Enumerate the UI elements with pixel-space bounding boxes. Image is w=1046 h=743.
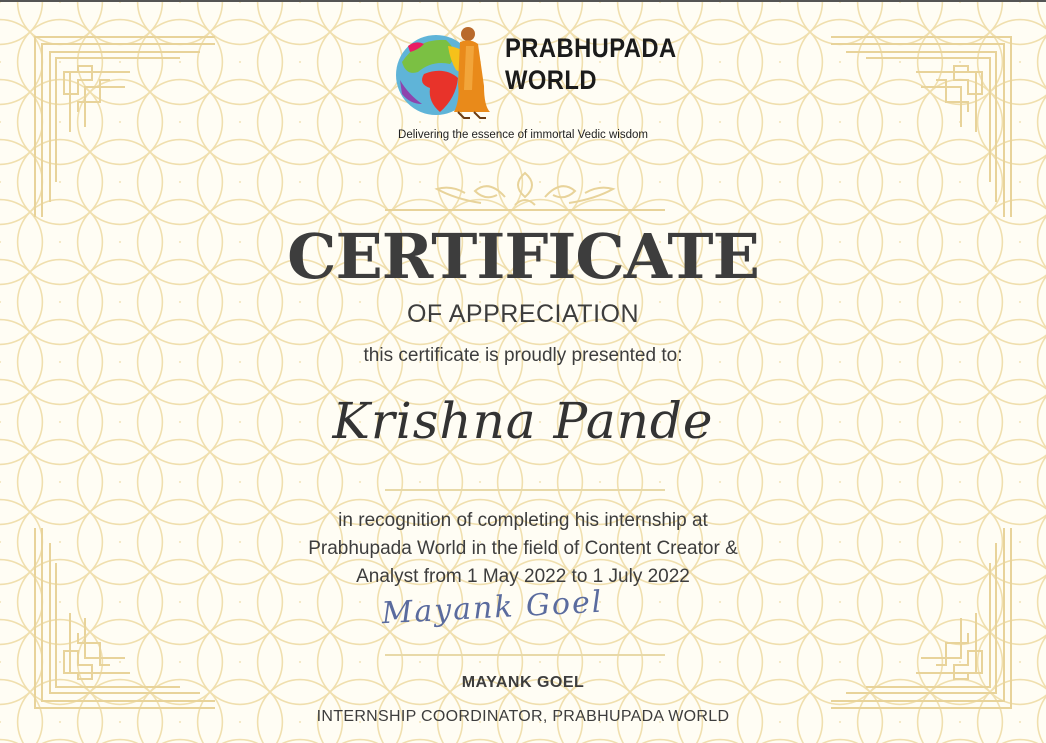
brand-tagline: Delivering the essence of immortal Vedic wisdom (398, 129, 648, 141)
brand-line-1: PRABHUPADA (505, 33, 677, 63)
presented-to-text: this certificate is proudly presented to: (363, 345, 683, 366)
certificate-subtitle: OF APPRECIATION (406, 300, 640, 328)
divider-line-name (385, 489, 665, 491)
brand-name (505, 32, 700, 96)
signer-name: MAYANK GOEL (461, 674, 585, 691)
recognition-line-1: in recognition of completing his internship at (338, 510, 708, 531)
corner-ornament-top-left (30, 32, 220, 222)
corner-ornament-top-right (826, 32, 1016, 222)
recipient-name: Krishna Pande (332, 392, 714, 450)
recognition-line-2: Prabhupada World in the field of Content Creator & (308, 538, 738, 559)
signature-line (385, 654, 665, 656)
certificate-title: CERTIFICATE (287, 220, 759, 293)
recognition-line-3: Analyst from 1 May 2022 to 1 July 2022 (356, 566, 690, 587)
handwritten-signature: Mayank Goel (380, 584, 605, 632)
flourish-ornament (385, 165, 665, 215)
recognition-text (0, 507, 1046, 591)
signer-role: INTERNSHIP COORDINATOR, PRABHUPADA WORLD (316, 708, 730, 725)
brand-line-2: WORLD (505, 65, 597, 95)
